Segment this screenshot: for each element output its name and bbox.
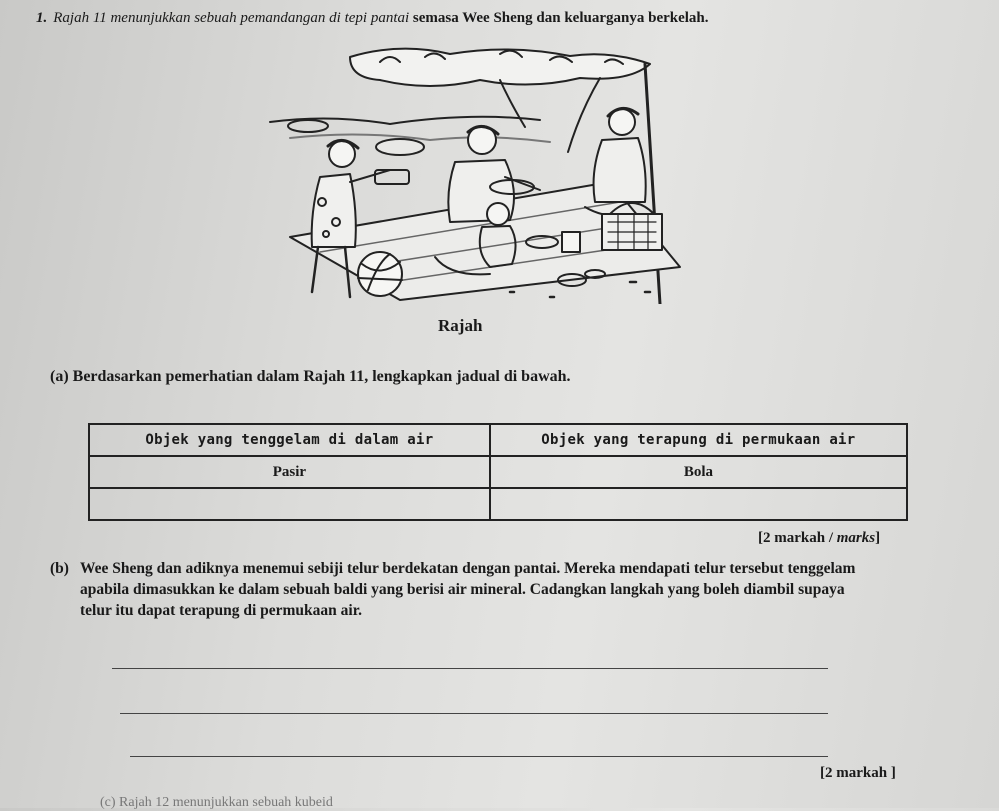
- part-b-text: Wee Sheng dan adiknya menemui sebiji telur berdekatan dengan pantai. Mereka mendapati telur tersebut tenggelam apabila dimasukkan ke dalam sebuah baldi yang berisi air mineral. Cadangkan langkah yang boleh diambil supaya telur itu dapat terapung di permukaan air.: [80, 560, 856, 619]
- cell-sink-1[interactable]: Pasir: [89, 456, 490, 488]
- part-b-prompt: [50, 558, 880, 621]
- answer-line[interactable]: [120, 713, 828, 714]
- part-b-marks: [2 markah ]: [820, 765, 896, 781]
- part-a-text: Berdasarkan pemerhatian dalam Rajah 11, lengkapkan jadual di bawah.: [72, 368, 571, 385]
- cell-float-2[interactable]: [490, 488, 907, 520]
- figure-caption: Rajah: [438, 316, 483, 335]
- part-a-label: (a): [50, 368, 69, 385]
- answer-line[interactable]: [112, 668, 828, 669]
- beach-picnic-illustration: [250, 42, 690, 304]
- header-sink: Objek yang tenggelam di dalam air: [89, 424, 490, 456]
- part-a-prompt: [50, 368, 571, 386]
- cell-float-1[interactable]: Bola: [490, 456, 907, 488]
- question-intro: [36, 10, 936, 27]
- cell-sink-2[interactable]: [89, 488, 490, 520]
- marks-a-text: [2 markah /: [758, 530, 837, 546]
- table-row: [89, 456, 907, 488]
- question-intro-rest: semasa Wee Sheng dan keluarganya berkelah.: [409, 10, 709, 26]
- part-b-label: (b): [50, 560, 69, 577]
- answer-line[interactable]: [130, 756, 828, 757]
- table-row: [89, 488, 907, 520]
- marks-a-close: ]: [875, 530, 881, 546]
- question-number: 1.: [36, 10, 48, 26]
- marks-a-en: marks: [836, 530, 876, 546]
- part-a-marks: [758, 530, 880, 547]
- question-intro-lead: Rajah 11 menunjukkan sebuah pemandangan di tepi pantai: [53, 10, 410, 26]
- objects-table: [88, 423, 908, 521]
- part-c-prompt: (c) Rajah 12 menunjukkan sebuah kubeid: [100, 795, 333, 810]
- header-float: Objek yang terapung di permukaan air: [490, 424, 907, 456]
- table-header-row: [89, 424, 907, 456]
